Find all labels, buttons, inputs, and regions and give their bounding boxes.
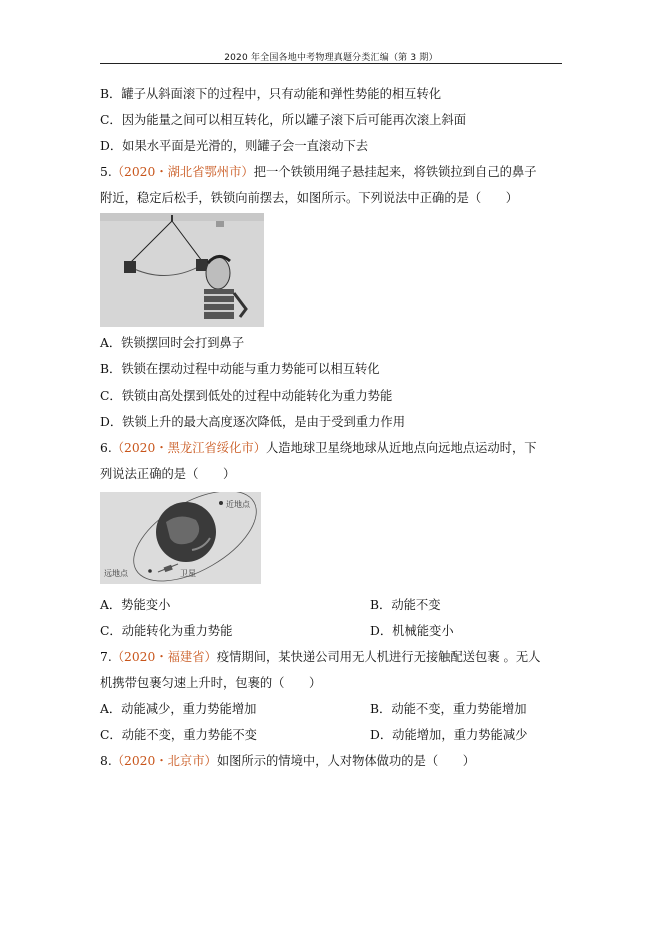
- q5-option-d: D．铁锁上升的最大高度逐次降低，是由于受到重力作用: [100, 415, 405, 429]
- q6-option-d: D．机械能变小: [370, 624, 454, 638]
- q6-source: （2020・黑龙江省绥化市）: [111, 441, 266, 455]
- q5-source: （2020・湖北省鄂州市）: [111, 165, 254, 179]
- q7-option-a: A．动能减少，重力势能增加: [100, 702, 257, 716]
- q7-option-b: B．动能不变，重力势能增加: [370, 702, 527, 716]
- q4-option-d: D．如果水平面是光滑的，则罐子会一直滚动下去: [100, 139, 369, 153]
- q6-stem-line1: [100, 440, 537, 456]
- q7-option-c: C．动能不变，重力势能不变: [100, 728, 257, 742]
- q7-stem-line1: [100, 649, 540, 665]
- q6-number: 6.: [100, 441, 112, 455]
- q7-source: （2020・福建省）: [111, 650, 217, 664]
- q8-stem-line1: [100, 753, 475, 769]
- page-header: 2020 年全国各地中考物理真题分类汇编（第 3 期）: [224, 53, 438, 63]
- q7-number: 7.: [100, 650, 112, 664]
- q5-option-b: B．铁锁在摆动过程中动能与重力势能可以相互转化: [100, 362, 380, 376]
- q8-source: （2020・北京市）: [111, 754, 217, 768]
- q6-option-b: B．动能不变: [370, 598, 441, 612]
- q4-option-b: B．罐子从斜面滚下的过程中，只有动能和弹性势能的相互转化: [100, 87, 442, 101]
- q7-stem-text1: 疫情期间，某快递公司用无人机进行无接触配送包裹 。无人: [216, 650, 541, 664]
- q5-option-a: A．铁锁摆回时会打到鼻子: [100, 336, 245, 350]
- q6-option-c: C．动能转化为重力势能: [100, 624, 233, 638]
- q6-stem-text1: 人造地球卫星绕地球从近地点向远地点运动时，下: [266, 441, 537, 455]
- q6-stem-line2: 列说法正确的是（ ）: [100, 467, 236, 481]
- satellite-label: 卫星: [180, 569, 196, 578]
- q5-pendulum-figure: [100, 213, 264, 327]
- q8-stem-text1: 如图所示的情境中，人对物体做功的是（ ）: [216, 754, 476, 768]
- q5-number: 5.: [100, 165, 112, 179]
- q7-stem-line2: 机携带包裹匀速上升时，包裹的（ ）: [100, 676, 322, 690]
- q6-option-a: A．势能变小: [100, 598, 171, 612]
- far-point-label: 远地点: [104, 569, 128, 578]
- q4-option-c: C．因为能量之间可以相互转化，所以罐子滚下后可能再次滚上斜面: [100, 113, 467, 127]
- q8-number: 8.: [100, 754, 112, 768]
- q6-orbit-figure: [100, 492, 261, 584]
- near-point-label: 近地点: [226, 500, 250, 509]
- q5-stem-line1: [100, 164, 537, 180]
- header-rule: [100, 63, 562, 64]
- q5-stem-line2: 附近，稳定后松手，铁锁向前摆去，如图所示。下列说法中正确的是（ ）: [100, 191, 519, 205]
- q7-option-d: D．动能增加，重力势能减少: [370, 728, 528, 742]
- q5-stem-text1: 把一个铁锁用绳子悬挂起来，将铁锁拉到自己的鼻子: [253, 165, 537, 179]
- q5-option-c: C．铁锁由高处摆到低处的过程中动能转化为重力势能: [100, 389, 393, 403]
